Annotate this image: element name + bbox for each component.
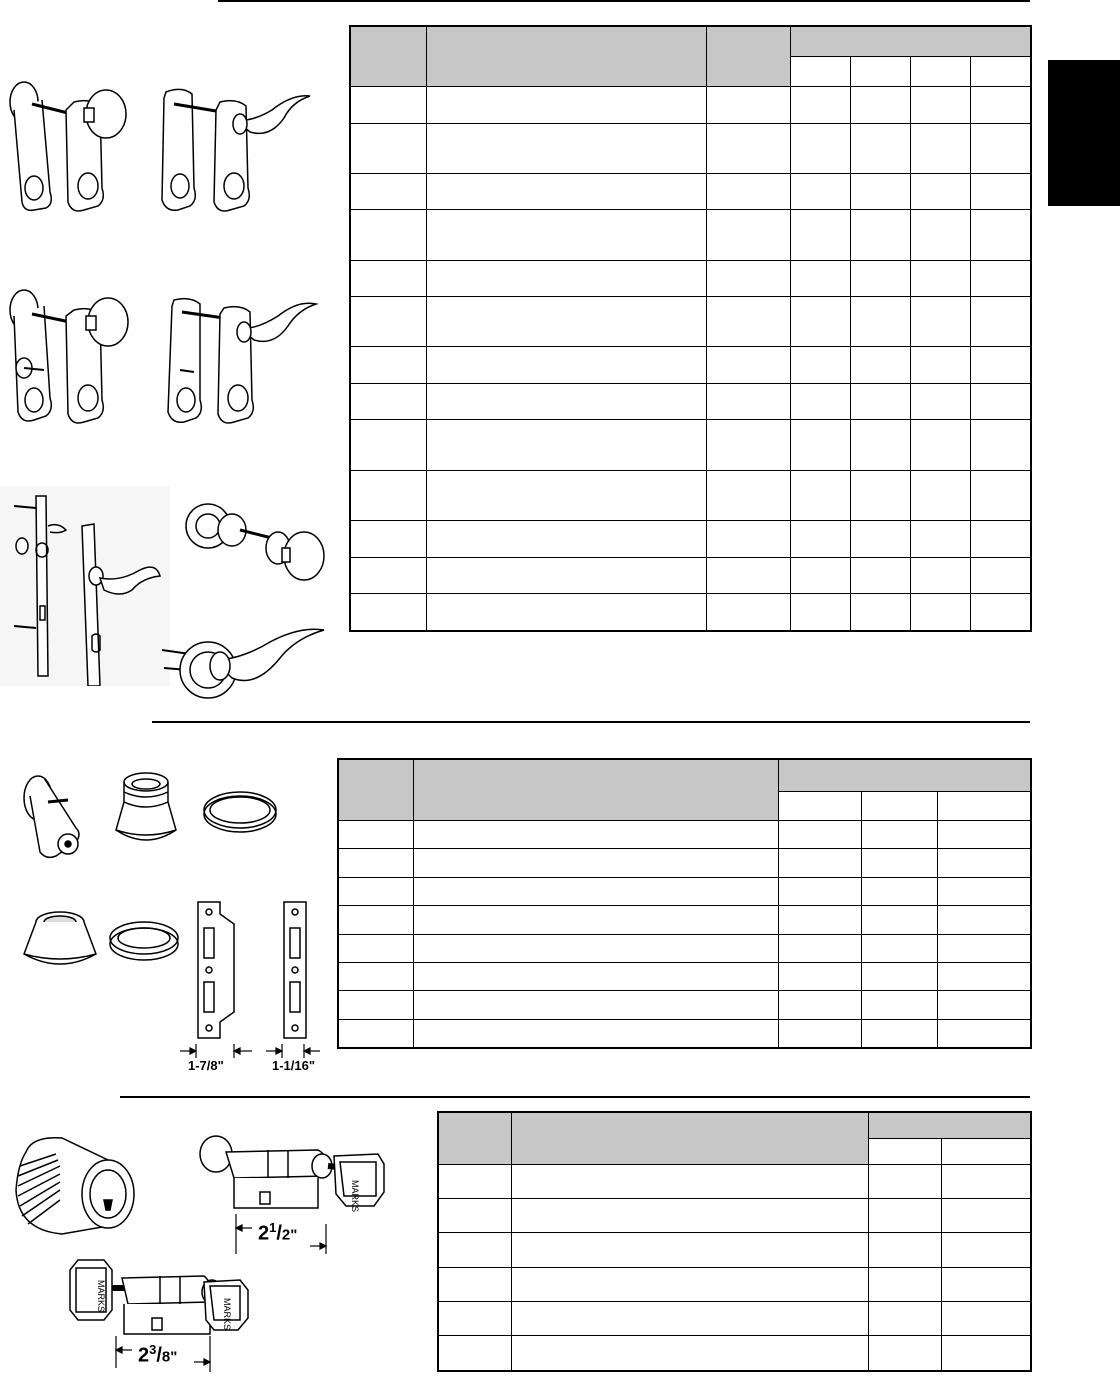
header-finish-group [869,1113,1031,1139]
euro-keyed-cylinder-illustration [64,1254,250,1338]
rose-collar-illustration [112,770,182,846]
section-rule-cylinders [120,1096,1030,1098]
header-finish-col [938,792,1031,821]
strike-wide-dimension-arrows [176,1044,256,1058]
table-row [351,384,1031,420]
table-row [439,1268,1031,1302]
table-row [339,935,1031,963]
header-finish-col [851,57,911,87]
header-function [707,27,791,87]
knob-rose-set-illustration [180,490,330,600]
table-row [351,297,1031,347]
header-finish-col [942,1139,1031,1165]
table-row [439,1302,1031,1336]
header-part-number [339,760,414,821]
table-row [439,1336,1031,1371]
thumbturn-illustration [20,772,100,862]
svg-text:MARKS: MARKS [96,1280,106,1313]
table-row [439,1199,1031,1233]
table-row [439,1233,1031,1268]
cone-rose-illustration [20,908,100,968]
header-finish-col [869,1139,942,1165]
table-row [351,471,1031,521]
cylinder-long-whole: 2 [138,1344,150,1367]
strike-narrow-dimension: 1-1/16" [272,1058,316,1073]
knob-long-plate-illustration [4,288,144,438]
header-description [414,760,779,821]
cylinder-long-dimension: $2^3/8$" [138,1342,178,1367]
table-row [339,878,1031,906]
header-finish-col [791,57,851,87]
table-row [351,87,1031,124]
table-row [351,347,1031,384]
table-row [339,991,1031,1020]
table-row [339,849,1031,878]
strike-narrow-dimension-arrows [262,1044,324,1058]
cylinder-long-den: 8" [161,1348,178,1366]
table-row [339,906,1031,935]
strike-wide-dimension: 1-7/8" [188,1058,224,1073]
strike-plate-narrow-illustration [282,900,312,1042]
header-finish-group [779,760,1031,792]
cylinder-short-den: 2" [281,1226,298,1244]
svg-text:MARKS: MARKS [222,1298,232,1331]
cylinder-short-whole: 2 [258,1222,270,1245]
header-finish-group [791,27,1031,57]
lever-rose-illustration [160,614,330,704]
header-finish-col [862,792,938,821]
top-rule [218,0,1030,2]
table-row [351,594,1031,631]
mortise-trim-illustration [0,486,170,686]
table-row [339,963,1031,991]
trim-parts-table [338,759,1031,1048]
section-rule-trim [152,721,1030,723]
header-part-number [351,27,427,87]
handleset-parts-table [350,26,1031,631]
table-row [439,1165,1031,1199]
header-finish-col [971,57,1031,87]
cylinder-short-dimension: $2^1/2$" [258,1220,298,1245]
header-finish-col [779,792,862,821]
table-row [339,1020,1031,1048]
header-part-number [439,1113,512,1165]
euro-thumbturn-cylinder-illustration [198,1132,388,1216]
section-index-tab [1048,60,1120,206]
lever-plate-set-illustration [152,80,322,220]
flat-ring-illustration [104,918,184,966]
svg-text:MARKS: MARKS [350,1180,360,1213]
table-row [351,124,1031,174]
table-row [351,521,1031,558]
header-description [512,1113,869,1165]
table-row [351,174,1031,210]
header-finish-col [911,57,971,87]
cylinder-parts-table [438,1112,1031,1371]
table-row [339,821,1031,849]
table-row [351,210,1031,261]
header-description [427,27,707,87]
mortise-cylinder-illustration [12,1130,142,1240]
cylinder-short-num: 1 [269,1220,277,1235]
strike-plate-wide-illustration [192,900,242,1042]
table-row [351,420,1031,471]
lever-long-plate-illustration [160,290,330,440]
cylinder-long-num: 3 [149,1342,157,1357]
knob-plate-set-illustration [4,80,144,220]
table-row [351,558,1031,594]
table-row [351,261,1031,297]
trim-ring-illustration [200,788,280,836]
